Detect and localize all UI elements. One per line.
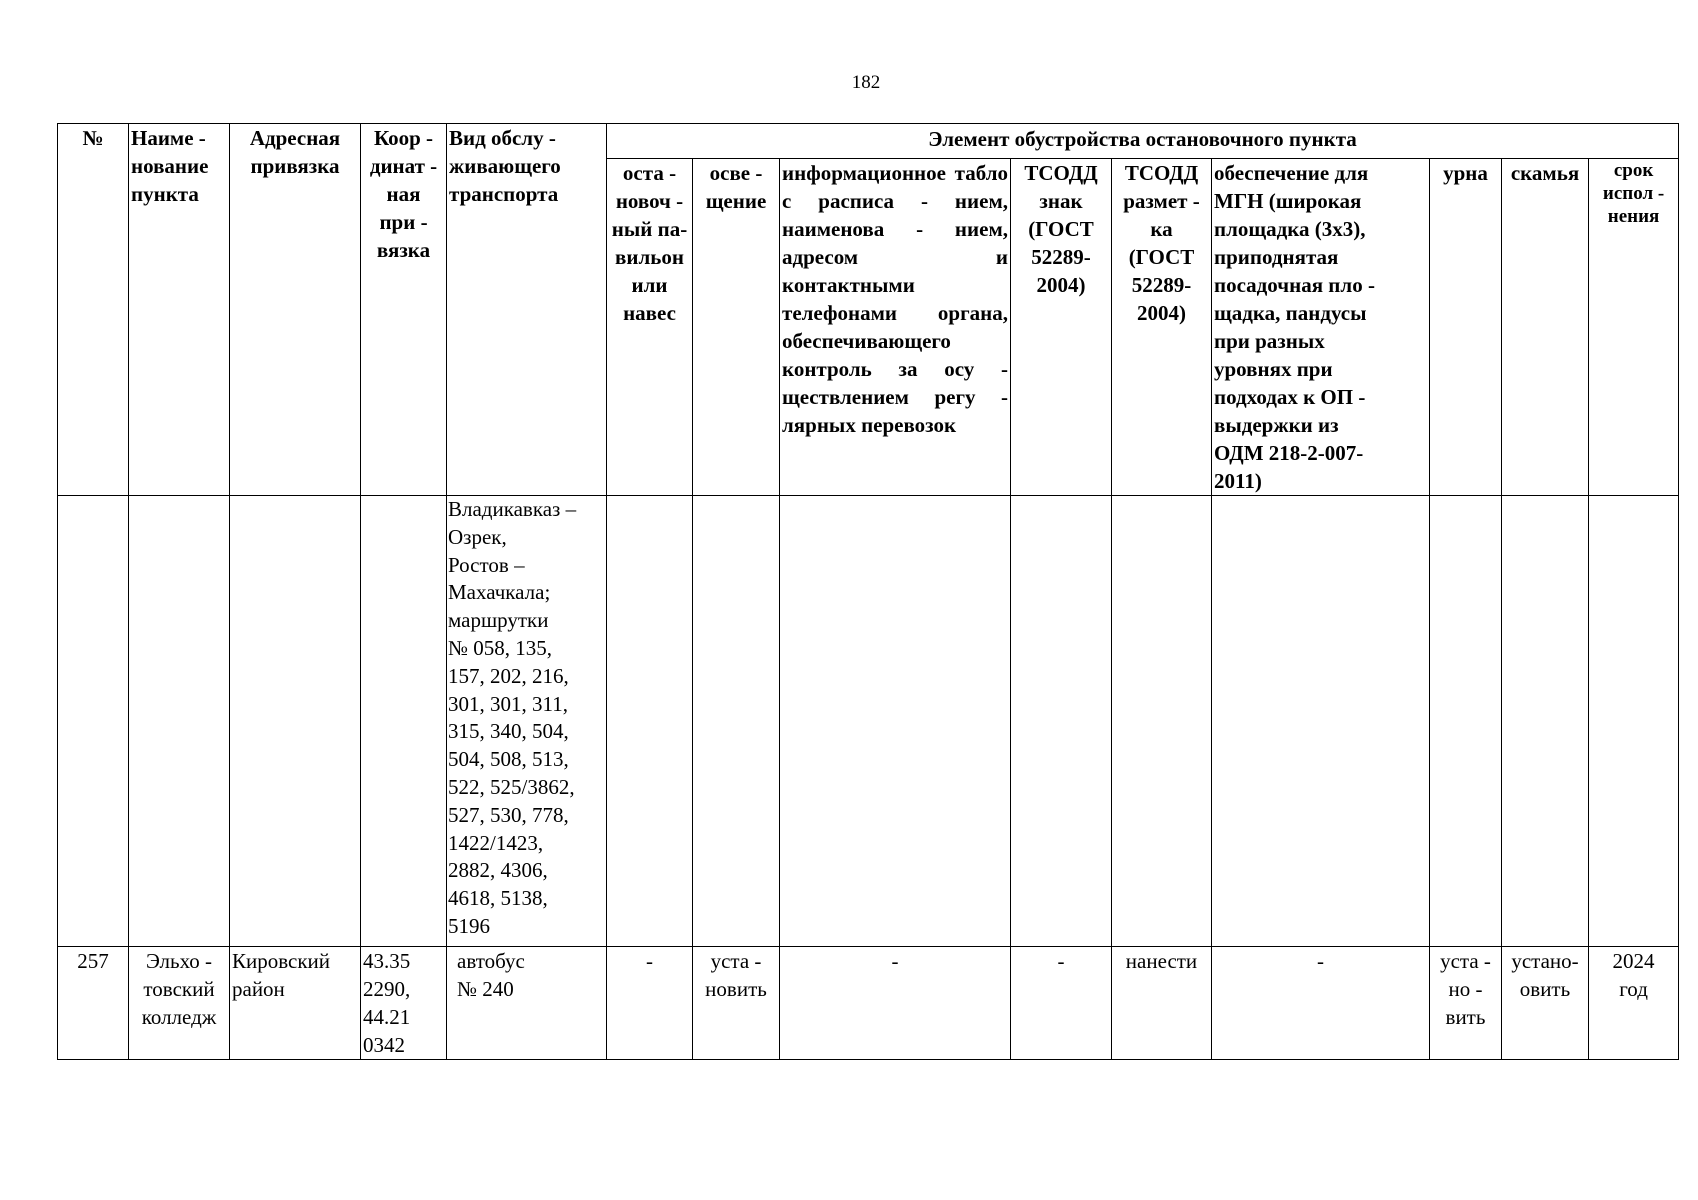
header-tsodd-sign: ТСОДД знак (ГОСТ 52289- 2004) bbox=[1011, 159, 1112, 496]
header-info-board: информационное табло с расписа - нием, наименова - нием, адресом и контактными телефонами органа, обеспечивающего контроль за осу - ществлением регу - лярных перевозок bbox=[780, 159, 1011, 496]
cell-bench: устано- овить bbox=[1502, 947, 1589, 1060]
header-num: № bbox=[58, 124, 129, 496]
cell-lighting: уста - новить bbox=[693, 947, 780, 1060]
cell-address: Кировский район bbox=[230, 947, 361, 1060]
cell-tsodd-marking bbox=[1112, 496, 1212, 947]
cell-pavilion: - bbox=[607, 947, 693, 1060]
table-row bbox=[58, 947, 1679, 1060]
header-pavilion: оста - новоч - ный па- вильон или навес bbox=[607, 159, 693, 496]
cell-info-board: - bbox=[780, 947, 1011, 1060]
header-transport-type: Вид обслу - живающего транспорта bbox=[447, 124, 607, 496]
cell-tsodd-sign bbox=[1011, 496, 1112, 947]
cell-transport: автобус № 240 bbox=[447, 947, 607, 1060]
cell-coords: 43.35 2290, 44.21 0342 bbox=[361, 947, 447, 1060]
cell-tsodd-sign: - bbox=[1011, 947, 1112, 1060]
header-lighting: осве - щение bbox=[693, 159, 780, 496]
table-row-continuation bbox=[58, 496, 1679, 947]
cell-bench bbox=[1502, 496, 1589, 947]
cell-mgn: - bbox=[1212, 947, 1430, 1060]
header-urn: урна bbox=[1430, 159, 1502, 496]
cell-tsodd-marking: нанести bbox=[1112, 947, 1212, 1060]
cell-num bbox=[58, 496, 129, 947]
cell-urn bbox=[1430, 496, 1502, 947]
cell-coords bbox=[361, 496, 447, 947]
header-row-1 bbox=[58, 124, 1679, 159]
header-deadline: срок испол - нения bbox=[1589, 159, 1679, 496]
header-bench: скамья bbox=[1502, 159, 1589, 496]
header-mgn: обеспечение для МГН (широкая площадка (3х3), приподнятая посадочная пло - щадка, пандусы при разных уровнях при подходах к ОП - выдержки из ОДМ 218-2-007- 2011) bbox=[1212, 159, 1430, 496]
cell-deadline bbox=[1589, 496, 1679, 947]
cell-name: Эльхо - товский колледж bbox=[129, 947, 230, 1060]
cell-deadline: 2024 год bbox=[1589, 947, 1679, 1060]
cell-address bbox=[230, 496, 361, 947]
header-coords: Коор - динат - ная при - вязка bbox=[361, 124, 447, 496]
cell-pavilion bbox=[607, 496, 693, 947]
cell-mgn bbox=[1212, 496, 1430, 947]
header-address: Адресная привязка bbox=[230, 124, 361, 496]
header-name: Наиме - нование пункта bbox=[129, 124, 230, 496]
cell-info-board bbox=[780, 496, 1011, 947]
bus-stop-table bbox=[57, 123, 1679, 1060]
header-tsodd-marking: ТСОДД размет - ка (ГОСТ 52289- 2004) bbox=[1112, 159, 1212, 496]
cell-lighting bbox=[693, 496, 780, 947]
header-group-stop-elements: Элемент обустройства остановочного пункта bbox=[607, 124, 1679, 159]
cell-transport: Владикавказ – Озрек, Ростов – Махачкала; маршрутки № 058, 135, 157, 202, 216, 301, 301, 311, 315, 340, 504, 504, 508, 513, 522, 525/3862, 527, 530, 778, 1422/1423, 2882, 4306, 4618, 5138, 5196 bbox=[447, 496, 607, 947]
cell-name bbox=[129, 496, 230, 947]
cell-num: 257 bbox=[58, 947, 129, 1060]
cell-urn: уста - но - вить bbox=[1430, 947, 1502, 1060]
page-number: 182 bbox=[851, 72, 881, 93]
